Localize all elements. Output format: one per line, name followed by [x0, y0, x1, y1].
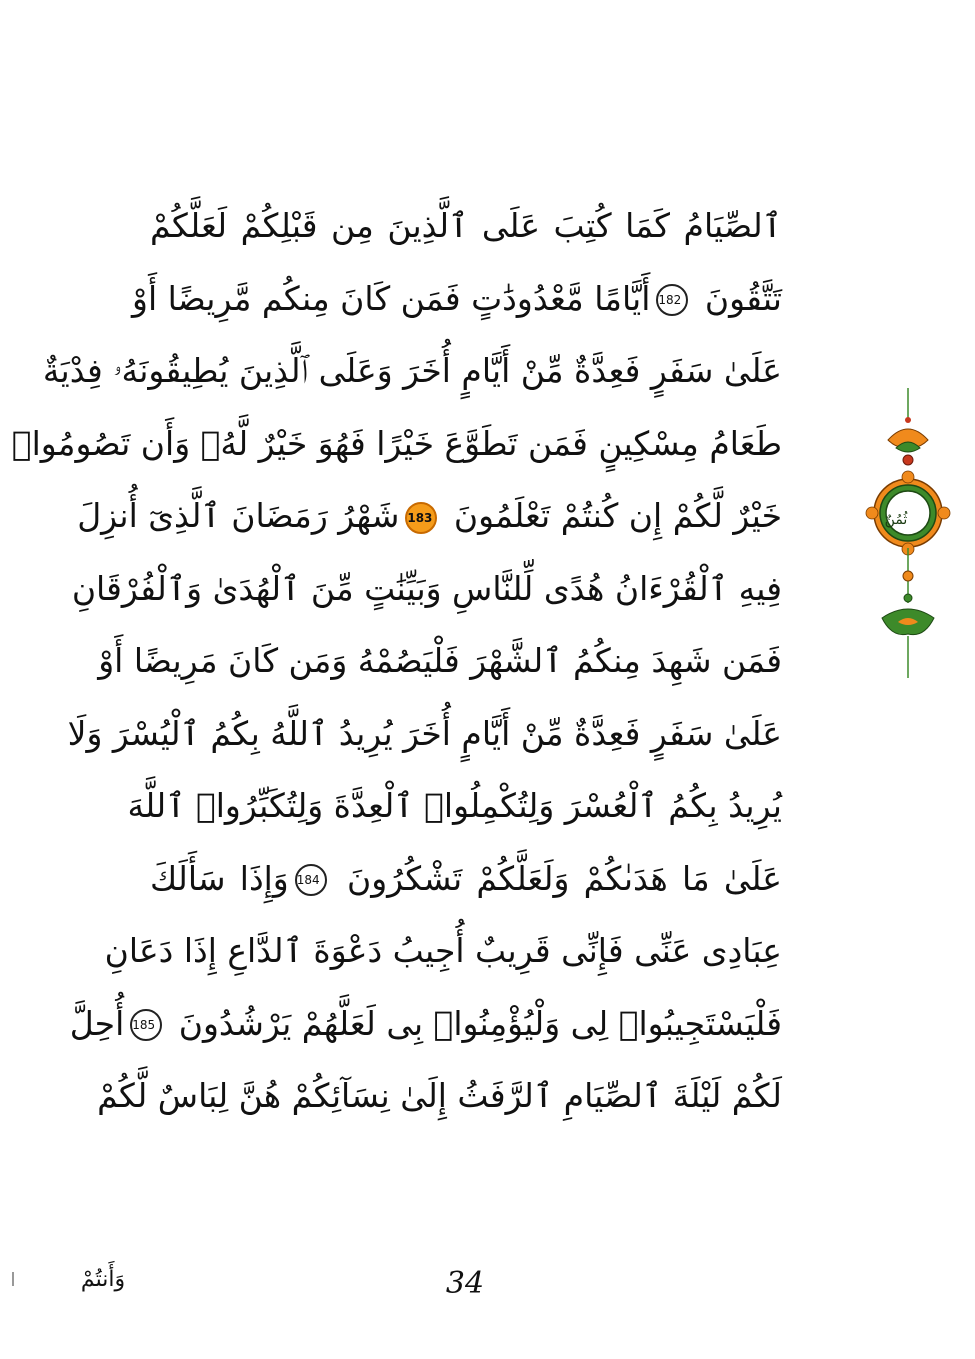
verse-text: لَكُمْ لَيْلَةَ ٱلصِّيَامِ ٱلرَّفَثُ إِلَىٰ نِسَآئِكُمْ هُنَّ لِبَاسٌ لَّكُمْ — [97, 1076, 782, 1115]
page-edge-mark — [12, 1272, 14, 1286]
text-line — [127, 770, 782, 842]
verse-text: طَعَامُ مِسْكِينٍ فَمَن تَطَوَّعَ خَيْرًا فَهُوَ خَيْرٌ لَّهُۥ وَأَن تَصُومُوا۟ — [11, 423, 782, 463]
text-line — [150, 190, 782, 262]
quran-text-block — [11, 190, 782, 1180]
verse-text: وَإِذَا سَأَلَكَ — [150, 858, 289, 898]
verse-text: فَلْيَسْتَجِيبُوا۟ لِى وَلْيُؤْمِنُوا۟ بِى لَعَلَّهُمْ يَرْشُدُونَ — [178, 1003, 782, 1043]
verse-text: عِبَادِى عَنِّى فَإِنِّى قَرِيبٌ أُجِيبُ دَعْوَةَ ٱلدَّاعِ إِذَا دَعَانِ — [104, 931, 782, 970]
text-line — [104, 915, 782, 987]
ayah-number-marker: 183 — [405, 502, 437, 534]
verse-text: عَلَىٰ سَفَرٍ فَعِدَّةٌ مِّنْ أَيَّامٍ أُخَرَ يُرِيدُ ٱللَّهُ بِكُمُ ٱلْيُسْرَ وَلَا — [67, 713, 782, 753]
page-number: 34 — [445, 1266, 485, 1301]
verse-text: شَهْرُ رَمَضَانَ ٱلَّذِىٓ أُنزِلَ — [77, 496, 400, 535]
text-line — [42, 335, 782, 407]
ayah-number-marker: 182 — [656, 284, 688, 316]
text-line — [11, 408, 782, 480]
verse-text: أَيَّامًا مَّعْدُودَٰتٍ فَمَن كَانَ مِنكُم مَّرِيضًا أَوْ — [132, 278, 651, 318]
text-line — [97, 1060, 782, 1132]
verse-text: عَلَىٰ سَفَرٍ فَعِدَّةٌ مِّنْ أَيَّامٍ أُخَرَ وَعَلَى ٱلَّذِينَ يُطِيقُونَهُۥ فِدْيَةٌ — [42, 351, 782, 390]
text-line — [132, 263, 782, 335]
text-line — [150, 843, 782, 915]
verse-text: أُحِلَّ — [69, 1003, 125, 1043]
text-line — [69, 988, 782, 1060]
catchword: وَأَنتُمْ — [80, 1267, 126, 1292]
verse-text: فِيهِ ٱلْقُرْءَانُ هُدًى لِّلنَّاسِ وَبَيِّنَٰتٍ مِّنَ ٱلْهُدَىٰ وَٱلْفُرْقَانِ — [71, 568, 782, 608]
text-line — [77, 480, 782, 552]
text-line — [67, 698, 782, 770]
hizb-label: ثُمُنٌ — [884, 512, 908, 528]
hizb-ornament-icon — [868, 388, 948, 678]
verse-text: فَمَن شَهِدَ مِنكُمُ ٱلشَّهْرَ فَلْيَصُمْهُ وَمَن كَانَ مَرِيضًا أَوْ — [98, 641, 782, 680]
verse-text: يُرِيدُ بِكُمُ ٱلْعُسْرَ وَلِتُكْمِلُوا۟ ٱلْعِدَّةَ وَلِتُكَبِّرُوا۟ ٱللَّهَ — [127, 786, 782, 825]
verse-text: تَتَّقُونَ — [704, 278, 782, 318]
verse-text: خَيْرٌ لَّكُمْ إِن كُنتُمْ تَعْلَمُونَ — [453, 496, 782, 535]
text-line — [98, 625, 782, 697]
verse-text: عَلَىٰ مَا هَدَىٰكُمْ وَلَعَلَّكُمْ تَشْكُرُونَ — [346, 858, 782, 898]
text-line — [71, 553, 782, 625]
ayah-number-marker: 184 — [295, 864, 327, 896]
ayah-number-marker: 185 — [130, 1009, 162, 1041]
verse-text: ٱلصِّيَامُ كَمَا كُتِبَ عَلَى ٱلَّذِينَ مِن قَبْلِكُمْ لَعَلَّكُمْ — [150, 206, 782, 245]
